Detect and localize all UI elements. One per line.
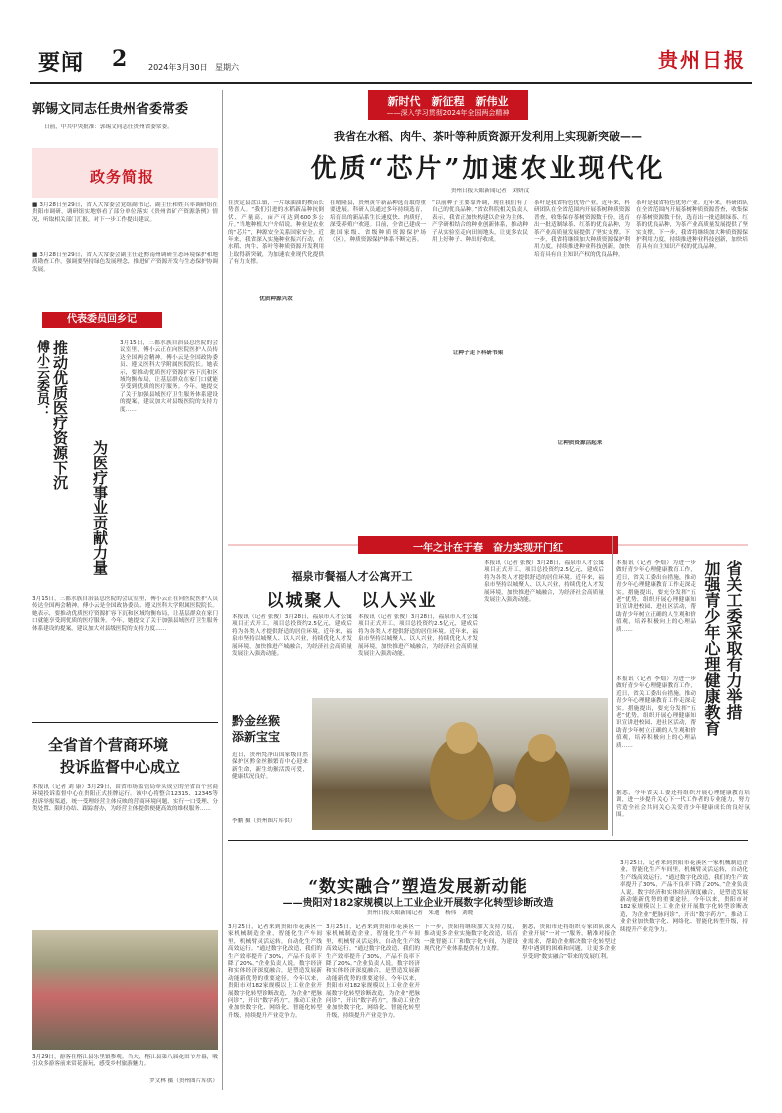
lead-col-1: 在贵定县盘江镇，一片绿油油的秧苗长势喜人。“我们引进的水稻新品种抗倒伏、产量高，亩产可达到600多公斤。”当地种植大户介绍说。种业是农业的“芯片”，种源安全关系国家安全。近年来，我省深入实施种业振兴行动，在水稻、肉牛、茶叶等种质资源开发利用上取得新突破，为加速农业现代化提供了有力支撑。 <box>228 200 324 266</box>
golden-monkey-photo <box>312 698 608 830</box>
delegates-body-a: 3月15日，三都水族自治县总医院的会议室里，傅小云正在向医院医护人员传达全国两会精神。傅小云是全国政协委员、遵义医科大学附属医院院长。她表示，要推动优质医疗资源扩容下沉和区域均衡布局，让基层群众在家门口就能享受到优质的医疗服务。今年，她提交了关于加强县域医疗卫生服务体系建设的提案，建议加大对县级医院的支持力度…… <box>120 340 218 413</box>
lead-subhead-3: 让种质资源活起来 <box>557 440 603 446</box>
lead-kicker: 我省在水稻、肉牛、茶叶等种质资源开发利用上实现新突破—— <box>334 130 642 143</box>
spring-body-1: 本报讯（记者 张俊）3月28日，福泉市人才公寓项目正式开工，项目总投资约2.5亿元，建成后将为各类人才提供舒适的居住环境。近年来，福泉市坚持以城聚人、以人兴业，持续优化人才发展环境，加快推进产城融合，为经济社会高质量发展注入强劲动能。 <box>232 614 352 658</box>
lead-col-5: 茶叶是我省特色优势产业。近年来，科研团队在全省范围内开展茶树种质资源普查，收集保存茶树资源数千份，选育出一批适制绿茶、红茶的优良品种，为茶产业高质量发展提供了坚实支撑。下一步，我省将继续加大种质资源保护利用力度，持续推进种业科技创新，加快培育具有自主知识产权的优良品种。 <box>636 200 748 251</box>
complaints-title-2: 投诉监督中心成立 <box>60 758 181 776</box>
issue-weekday: 星期六 <box>215 63 239 72</box>
column-divider-right <box>612 536 613 836</box>
digital-col-1: 3月25日，记者来到贵阳市花溪区一家机械制造企业，智能化生产车间里，机械臂灵活运转，自动化生产线高效运行。“通过数字化改造，我们的生产效率提升了30%，产品不良率下降了20%。”企业负责人说。数字经济和实体经济深度融合，是塑造发展新动能新优势的重要途径。今年以来，贵阳市对182家规模以上工业企业开展数字化转型诊断改造，为企业“把脉问诊”，开出“数字药方”，推动工业企业加快数字化、网络化、智能化转型升级，持续提升产业竞争力。 <box>228 924 322 1019</box>
lead-col-2: 在晴隆县，贵州黄牛新品种选育取得重要进展。科研人员通过多年持续选育，培育出的新品系生长速度快、肉质好，深受养殖户欢迎。目前，全省已建成一批国家级、省级种质资源保护场（区），种质资源保护体系不断完善。 <box>330 200 426 244</box>
lead-subhead-2: 让种子走下科研书架 <box>452 350 504 356</box>
delegates-heading: 代表委员回乡记 <box>42 312 162 328</box>
monkey-caption: 近日，贵州梵净山国家级自然保护区黔金丝猴繁育中心迎来新生命，新生幼猴活泼可爱，健康状况良好。 <box>232 752 308 781</box>
delegates-name: 傅小云委员： <box>34 340 49 418</box>
digital-col-3: 下一步，贵阳将继续加大支持力度，推动更多企业实施数字化改造，培育一批智能工厂和数字化车间，为建设现代化产业体系提供有力支撑。 <box>424 924 518 953</box>
spring-body-3: 本报讯（记者 张俊）3月28日，福泉市人才公寓项目正式开工，项目总投资约2.5亿元，建成后将为各类人才提供舒适的居住环境。近年来，福泉市坚持以城聚人、以人兴业，持续优化人才发展环境，加快推进产城融合，为经济社会高质量发展注入强劲动能。 <box>484 560 604 604</box>
complaints-body: 本报讯（记者 刘 康）3月29日，由省市场监管局牵头成立的全省首个营商环境投诉监督中心在贵阳正式挂牌运行。该中心将整合12315、12345等投诉举报渠道，统一受理经营主体反映的营商环境问题，实行一口受理、分类处置、限时办结、跟踪督办，为经营主体提供便捷高效的维权服务…… <box>32 784 218 813</box>
lead-col-3: “以前种子主要靠外调，现在我们有了自己的优良品种。”省农科院相关负责人表示，我省正加快构建以企业为主体、产学研相结合的种业创新体系，推动种子从实验室走向田间地头，让更多农民用上好种子、种出好收成。 <box>432 200 528 244</box>
digital-col-5: 3月25日，记者来到贵阳市花溪区一家机械制造企业，智能化生产车间里，机械臂灵活运转，自动化生产线高效运行。“通过数字化改造，我们的生产效率提升了30%，产品不良率下降了20%。”企业负责人说。数字经济和实体经济深度融合，是塑造发展新动能新优势的重要途径。今年以来，贵阳市对182家规模以上工业企业开展数字化转型诊断改造，为企业“把脉问诊”，开出“数字药方”，推动工业企业加快数字化、网络化、智能化转型升级，持续提升产业竞争力。 <box>620 860 748 933</box>
digital-col-4: 据悉，贵阳市还将组织专家团队深入企业开展“一对一”服务，精准对接企业需求，帮助企业解决数字化转型过程中遇到的困难和问题，让更多企业享受到“数实融合”带来的发展红利。 <box>522 924 616 960</box>
left-divider-1 <box>32 722 218 723</box>
digital-subtitle: ——贵阳对182家规模以上工业企业开展数字化转型诊断改造 <box>282 898 554 909</box>
monkey-title-1: 黔金丝猴 <box>232 714 281 728</box>
spring-banner <box>228 536 748 554</box>
newspaper-logo: 贵州日报 <box>658 48 746 72</box>
flower-festival-caption: 3月29日，游客在榕江县乐里镇参观。当天，榕江县第八届花田节开幕，吸引众多游客前来赏花游玩，感受乡村旅游魅力。 <box>32 1054 218 1068</box>
monkey-title-2: 添新宝宝 <box>232 730 281 744</box>
digital-headline: “数实融合”塑造发展新动能 <box>308 877 528 897</box>
youth-title-2: 加强青少年心理健康教育 <box>702 560 721 736</box>
brief-item-2: ■ 3月28日至29日，省人大常委会副主任赴黔南州调研生态环境保护和地质勘查工作，强调要坚持绿色发展理念，推进矿产资源开发与生态保护协调发展。 <box>32 252 218 273</box>
lead-subhead-1: 优质种源兴农 <box>259 296 293 302</box>
spring-banner-text: 一年之计在于春 奋力实现开门红 <box>413 543 563 554</box>
monkey-illustration <box>312 698 608 830</box>
brief-heading-box <box>32 148 218 198</box>
spring-kicker: 福泉市餐福人才公寓开工 <box>291 570 413 583</box>
flower-festival-credit: 罗文林 摄（贵州图片库供） <box>149 1078 218 1084</box>
appointment-headline: 郭锡文同志任贵州省委常委 <box>32 102 189 117</box>
flower-festival-photo <box>32 930 218 1050</box>
monkey-credit: 李鹏 摄（贵州图片库供） <box>232 818 296 824</box>
spring-banner-text-box <box>358 536 618 554</box>
masthead-rule <box>30 82 752 84</box>
digital-byline: 贵州日报天眼新闻记者 朱迪 杨伟 刘晓 <box>366 910 474 916</box>
spring-headline: 以城聚人 以人兴业 <box>266 591 438 611</box>
twosessions-banner <box>368 90 528 120</box>
page-number: 2 <box>112 46 128 72</box>
column-divider-left <box>222 90 223 1090</box>
banner-line-1: 新时代 新征程 新伟业 <box>387 95 509 108</box>
lead-col-4: 茶叶是我省特色优势产业。近年来，科研团队在全省范围内开展茶树种质资源普查，收集保存茶树资源数千份，选育出一批适制绿茶、红茶的优良品种，为茶产业高质量发展提供了坚实支撑。下一步，我省将继续加大种质资源保护利用力度，持续推进种业科技创新，加快培育具有自主知识产权的优良品种。 <box>534 200 630 258</box>
lead-headline: 优质“芯片”加速农业现代化 <box>310 154 666 184</box>
youth-body-3: 据悉，今年省关工委还将组织开展心理健康教育培训，进一步提升关心下一代工作者的专业能力，努力营造全社会共同关心关爱青少年健康成长的良好氛围。 <box>616 790 750 819</box>
delegates-body-b: 3月15日，三都水族自治县总医院的会议室里，傅小云正在向医院医护人员传达全国两会精神。傅小云是全国政协委员、遵义医科大学附属医院院长。她表示，要推动优质医疗资源扩容下沉和区域均衡布局，让基层群众在家门口就能享受到优质的医疗服务。今年，她提交了关于加强县域医疗卫生服务体系建设的提案，建议加大对县级医院的支持力度…… <box>32 596 218 632</box>
spring-body-2: 本报讯（记者 张俊）3月28日，福泉市人才公寓项目正式开工，项目总投资约2.5亿元，建成后将为各类人才提供舒适的居住环境。近年来，福泉市坚持以城聚人、以人兴业，持续优化人才发展环境，加快推进产城融合，为经济社会高质量发展注入强劲动能。 <box>358 614 478 658</box>
digital-col-2: 3月25日，记者来到贵阳市花溪区一家机械制造企业，智能化生产车间里，机械臂灵活运转，自动化生产线高效运行。“通过数字化改造，我们的生产效率提升了30%，产品不良率下降了20%。”企业负责人说。数字经济和实体经济深度融合，是塑造发展新动能新优势的重要途径。今年以来，贵阳市对182家规模以上工业企业开展数字化转型诊断改造，为企业“把脉问诊”，开出“数字药方”，推动工业企业加快数字化、网络化、智能化转型升级，持续提升产业竞争力。 <box>326 924 420 1019</box>
banner-line-2: ——深入学习贯彻2024年全国两会精神 <box>386 109 510 117</box>
masthead <box>30 44 752 84</box>
youth-body-1: 本报讯（记者 李灿）为进一步做好青少年心理健康教育工作，近日，省关工委出台措施，推动青少年心理健康教育工作走深走实。措施提出，要充分发挥“五老”优势，组织开展心理健康知识宣讲进校园、进社区活动，帮助青少年树立正确的人生观和价值观，培养积极向上的心理品质…… <box>616 560 696 633</box>
brief-heading: 政务简报 <box>90 168 155 186</box>
brief-item-1: ■ 3月28日至29日，省人大常委会党组副书记、副主任和姓兵率调研组在贵阳市调研，调研组实地察看了部分单位落实《贵州省矿产资源条例》情况，听取相关部门汇报，对下一步工作提出建议。 <box>32 202 218 223</box>
youth-title-1: 省关工委采取有力举措 <box>724 560 743 720</box>
digital-top-rule <box>228 840 748 841</box>
youth-body-2: 本报讯（记者 李灿）为进一步做好青少年心理健康教育工作，近日，省关工委出台措施，推动青少年心理健康教育工作走深走实。措施提出，要充分发挥“五老”优势，组织开展心理健康知识宣讲进校园、进社区活动，帮助青少年树立正确的人生观和价值观，培养积极向上的心理品质…… <box>616 676 696 749</box>
delegates-title-2: 为医疗事业贡献力量 <box>91 440 109 575</box>
issue-date: 2024年3月30日 <box>148 63 208 72</box>
appointment-body: 日前，中共中央批准：郭锡文同志任贵州省委常委。 <box>44 124 173 130</box>
delegates-title-1: 推动优质医疗资源下沉 <box>51 340 69 490</box>
section-label: 要闻 <box>38 50 85 76</box>
lead-byline: 贵州日报天眼新闻记者 刘妍汶 <box>450 188 530 194</box>
complaints-title-1: 全省首个营商环境 <box>48 736 169 754</box>
